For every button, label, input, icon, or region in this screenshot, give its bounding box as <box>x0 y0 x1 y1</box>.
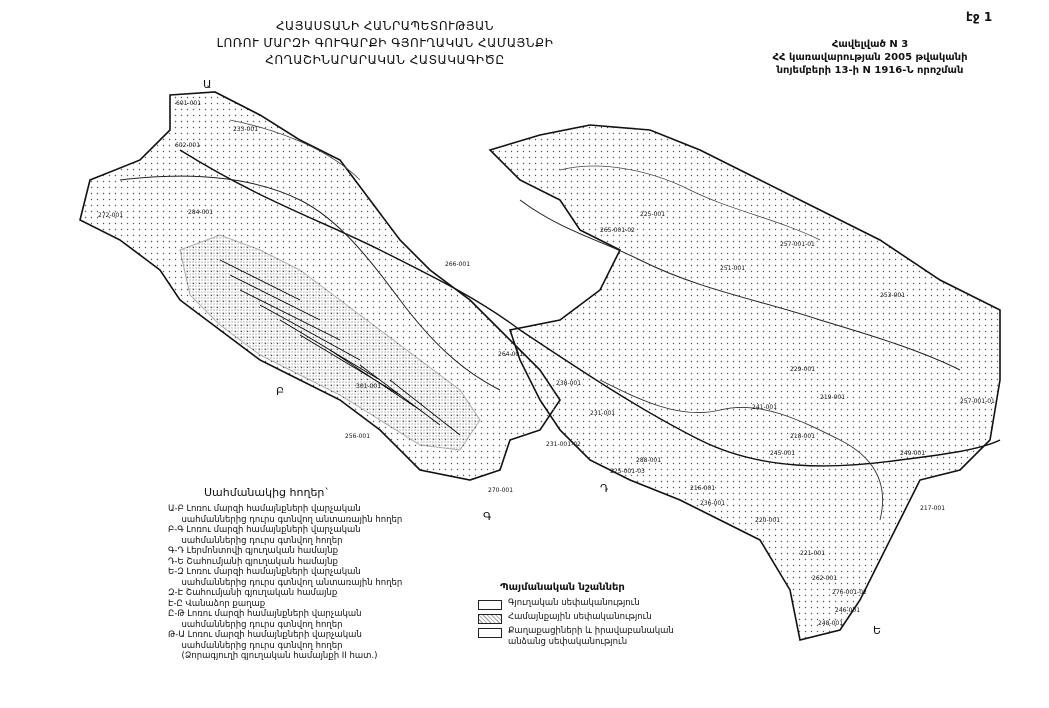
svg-text:220-001: 220-001 <box>755 517 781 524</box>
legend-item: Ը-Թ Լոռու մարզի համայնքների վարչական <box>168 609 362 619</box>
svg-text:231-001: 231-001 <box>590 410 616 417</box>
legend-item: Է-Ը Վանաձոր քաղաք <box>168 598 266 609</box>
svg-text:276-001-02: 276-001-02 <box>832 589 867 596</box>
svg-text:236-001: 236-001 <box>700 500 726 507</box>
map-letter: Դ <box>600 482 609 495</box>
svg-text:266-001: 266-001 <box>445 261 471 268</box>
legend-item: Գ-Դ Լերմոնտովի գյուղական համայնք <box>168 546 339 556</box>
svg-text:601-001: 601-001 <box>176 100 202 107</box>
map-letter: Ե <box>873 624 882 637</box>
svg-text:284-001: 284-001 <box>188 209 214 216</box>
svg-text:256-001: 256-001 <box>345 433 371 440</box>
legend-item: Թ-Ա Լոռու մարզի համայնքների վարչական <box>168 630 362 640</box>
svg-text:264-001: 264-001 <box>498 351 524 358</box>
svg-text:231-001-02: 231-001-02 <box>546 441 581 448</box>
legend-item: սահմաններից դուրս գտնվող հողեր <box>168 619 343 630</box>
annex-note <box>720 38 1020 77</box>
legend-item: Ե-Զ Լոռու մարզի համայնքների վարչական <box>168 567 361 577</box>
svg-text:246-001: 246-001 <box>835 607 861 614</box>
swatch-private <box>478 628 502 638</box>
svg-text:238-001: 238-001 <box>556 380 582 387</box>
svg-text:301-001: 301-001 <box>356 383 382 390</box>
svg-text:229-001: 229-001 <box>790 366 816 373</box>
title-line: ՀԱՅԱՍՏԱՆԻ ՀԱՆՐԱՊԵՏՈՒԹՅԱՆ <box>275 19 495 33</box>
legend-item: սահմաններից դուրս գտնվող անտառային հողեր <box>168 577 403 588</box>
legend-item: Բ-Գ Լոռու մարզի համայնքների վարչական <box>168 525 361 535</box>
svg-text:602-001: 602-001 <box>175 142 201 149</box>
map-letter: Ա <box>203 78 212 91</box>
svg-text:262-001: 262-001 <box>812 575 838 582</box>
svg-text:217-001: 217-001 <box>920 505 946 512</box>
convention-item: Քաղաքացիների և իրավաբանական անձանց սեփականություն <box>508 626 674 647</box>
svg-text:219-001: 219-001 <box>820 394 846 401</box>
svg-text:245-001: 245-001 <box>770 450 796 457</box>
conventions-list <box>478 598 718 658</box>
svg-text:257-001-01: 257-001-01 <box>780 241 815 248</box>
legend-item: սահմաններից դուրս գտնվող անտառային հողեր <box>168 514 403 525</box>
svg-text:225-001: 225-001 <box>640 211 666 218</box>
svg-text:251-001: 251-001 <box>720 265 746 272</box>
svg-text:248-001: 248-001 <box>818 620 844 627</box>
svg-text:241-001: 241-001 <box>752 404 778 411</box>
legend-item: սահմաններից դուրս գտնվող հողեր <box>168 535 343 546</box>
map-letter: Բ <box>276 385 285 398</box>
swatch-community <box>478 614 502 624</box>
svg-text:249-001: 249-001 <box>900 450 926 457</box>
legend-item: սահմաններից դուրս գտնվող հողեր <box>168 640 343 651</box>
title-line: ԼՈՌՈՒ ՄԱՐԶԻ ԳՈՒԳԱՐՔԻ ԳՅՈՒՂԱԿԱՆ ՀԱՄԱՅՆՔԻ <box>216 36 554 50</box>
title-line: ՀՈՂԱՇԻՆԱՐԱՐԱԿԱՆ ՀԱՏԱԿԱԳԻԾԸ <box>265 53 505 67</box>
legend-title: Սահմանակից հողեր` <box>204 486 330 499</box>
legend-item: (Ձորագյուղի գյուղական համայնքի II հատ.) <box>168 651 378 661</box>
svg-text:218-001: 218-001 <box>790 433 816 440</box>
annex-line: ՀՀ կառավարության 2005 թվականի <box>772 52 968 63</box>
svg-text:216-001: 216-001 <box>690 485 716 492</box>
annex-line: նոյեմբերի 13-ի N 1916-Ն որոշման <box>776 65 964 76</box>
annex-line: Հավելված N 3 <box>831 39 909 50</box>
swatch-rural <box>478 600 502 610</box>
svg-text:270-001: 270-001 <box>488 487 514 494</box>
svg-text:221-001: 221-001 <box>800 550 826 557</box>
svg-text:225-001-03: 225-001-03 <box>610 468 645 475</box>
legend-list <box>168 504 448 662</box>
legend-item: Դ-Ե Շահումյանի գյուղական համայնք <box>168 556 338 567</box>
svg-text:272-001: 272-001 <box>98 212 124 219</box>
svg-text:253-001: 253-001 <box>880 292 906 299</box>
convention-item: Գյուղական սեփականություն <box>508 598 640 608</box>
legend-item: Ա-Բ Լոռու մարզի համայնքների վարչական <box>168 504 361 514</box>
map-title <box>200 18 570 69</box>
conventions-title: Պայմանական նշաններ <box>500 582 625 593</box>
map-letter: Գ <box>483 510 492 523</box>
legend-item: Զ-Է Շահումյանի գյուղական համայնք <box>168 588 338 598</box>
svg-text:288-001: 288-001 <box>636 457 662 464</box>
svg-text:265-001-02: 265-001-02 <box>600 227 635 234</box>
svg-text:257-001-01: 257-001-01 <box>960 398 995 405</box>
convention-item: Համայնքային սեփականություն <box>508 612 652 622</box>
page-number: էջ 1 <box>966 10 993 24</box>
svg-text:233-001: 233-001 <box>233 126 259 133</box>
